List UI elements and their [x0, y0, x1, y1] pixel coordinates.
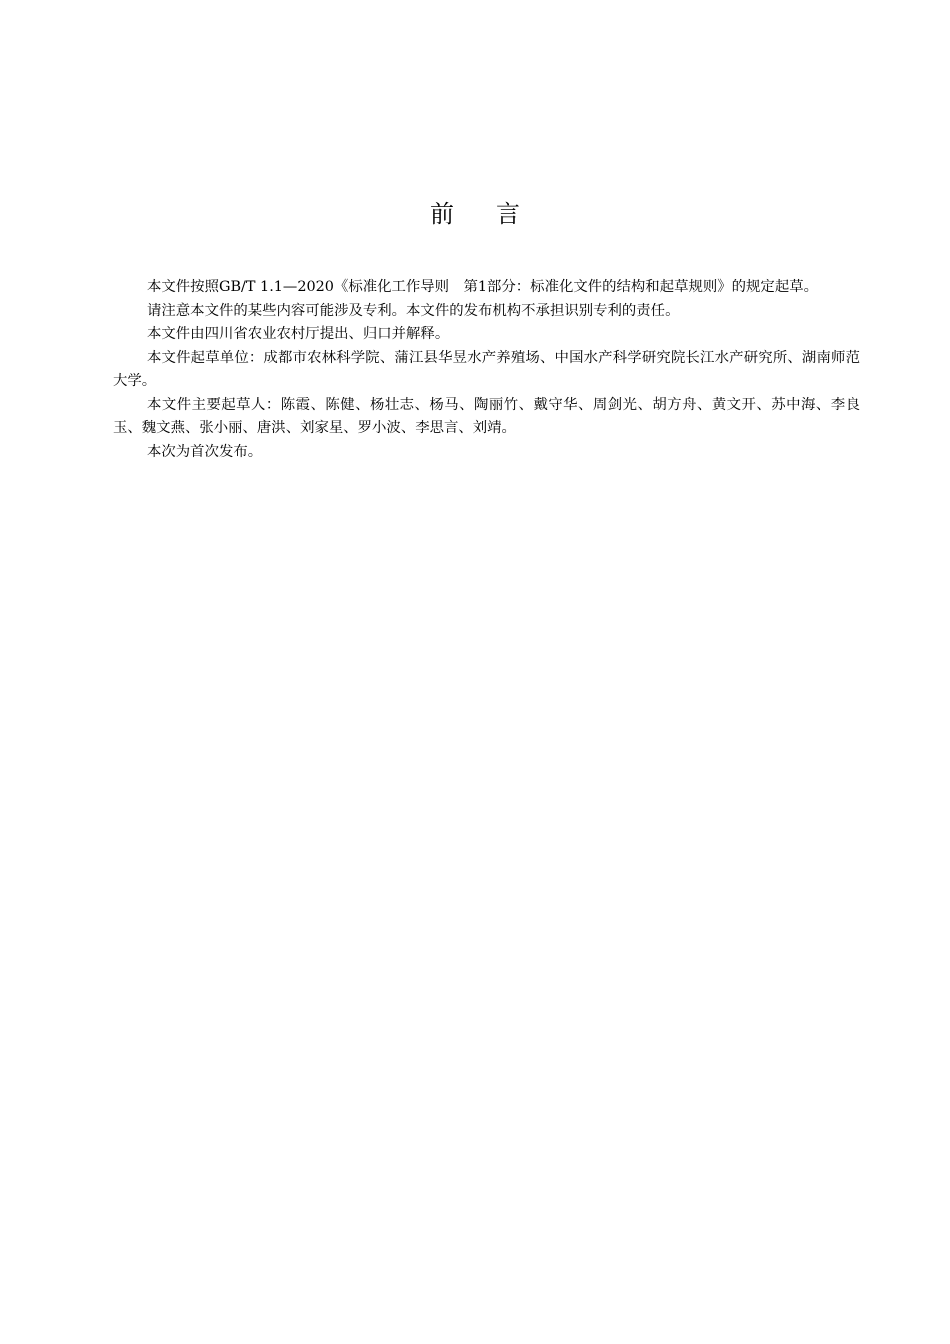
paragraph-release-note: 本次为首次发布。	[147, 443, 263, 460]
paragraph-patent-notice: 请注意本文件的某些内容可能涉及专利。本文件的发布机构不承担识别专利的责任。	[147, 302, 680, 319]
paragraph-drafters: 本文件主要起草人：陈霞、陈健、杨壮志、杨马、陶丽竹、戴守华、周剑光、胡方舟、黄文开、苏中海、李良玉、魏文燕、张小丽、唐洪、刘家星、罗小波、李思言、刘靖。	[113, 396, 860, 436]
paragraph-drafting-rules: 本文件按照GB/T 1.1—2020《标准化工作导则 第1部分：标准化文件的结构和起草规则》的规定起草。	[147, 279, 818, 295]
paragraph-proposer: 本文件由四川省农业农村厅提出、归口并解释。	[147, 326, 450, 342]
paragraph-drafting-units: 本文件起草单位：成都市农林科学院、蒲江县华昱水产养殖场、中国水产科学研究院长江水产研究所、湖南师范大学。	[113, 349, 860, 389]
title-char-2: 言	[496, 200, 520, 228]
foreword-body	[113, 276, 860, 464]
title-char-1: 前	[430, 200, 454, 228]
page-title	[0, 197, 950, 231]
